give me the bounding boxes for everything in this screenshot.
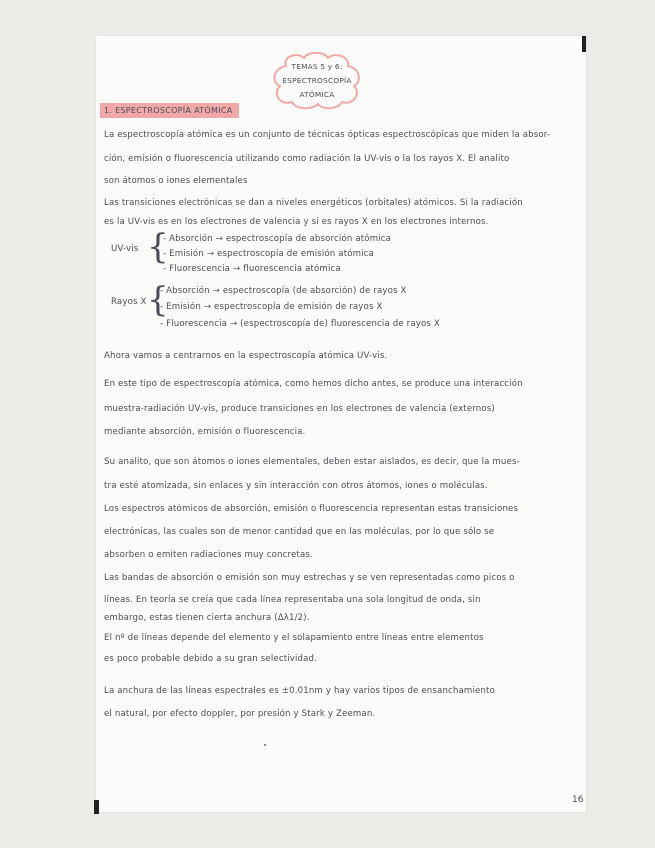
text-line: electrónicas, las cuales son de menor cantidad que en las moléculas, por lo que sólo se <box>104 527 495 537</box>
text-line: embargo, estas tienen cierta anchura (Δλ1/2). <box>104 613 310 623</box>
page-number: 16 <box>572 795 584 805</box>
ink-dot <box>264 744 266 746</box>
text-line: La anchura de las líneas espectrales es ±0.01nm y hay varios tipos de ensanchamiento <box>104 686 495 696</box>
text-line: tra esté atomizada, sin enlaces y sin interacción con otros átomos, iones o moléculas. <box>104 481 488 491</box>
brace-icon: { <box>147 227 169 267</box>
uvvis-label: UV-vis <box>111 244 139 254</box>
text-line: son átomos o iones elementales <box>104 176 248 186</box>
uvvis-item: - Emisión → espectroscopía de emisión atómica <box>163 249 374 259</box>
text-line: Ahora vamos a centrarnos en la espectroscopía atómica UV-vis. <box>104 351 388 361</box>
text-line: ción, emisión o fluorescencia utilizando como radiación la UV-vis o la los rayos X. El analito <box>104 154 510 164</box>
text-line: líneas. En teoría se creía que cada línea representaba una sola longitud de onda, sin <box>104 595 481 605</box>
text-line: Su analito, que son átomos o iones elementales, deben estar aislados, es decir, que la mues- <box>104 457 520 467</box>
text-line: el natural, por efecto doppler, por presión y Stark y Zeeman. <box>104 709 376 719</box>
section-heading: 1. ESPECTROSCOPÍA ATÓMICA <box>100 103 239 118</box>
uvvis-item: - Absorción → espectroscopía de absorción atómica <box>163 234 392 244</box>
text-line: Los espectros atómicos de absorción, emisión o fluorescencia representan estas transiciones <box>104 504 519 514</box>
rayosx-item: - Emisión → espectroscopía de emisión de rayos X <box>160 302 383 312</box>
text-line: La espectroscopía atómica es un conjunto de técnicas ópticas espectroscópicas que miden la absor- <box>104 130 551 140</box>
brace-icon: { <box>147 280 169 320</box>
title-line-2: ESPECTROSCOPÍA <box>282 76 352 85</box>
rayosx-item: - Fluorescencia → (espectroscopía de) fluorescencia de rayos X <box>160 319 440 329</box>
rayosx-item: - Absorción → espectroscopía (de absorción) de rayos X <box>160 286 407 296</box>
text-line: En este tipo de espectroscopía atómica, como hemos dicho antes, se produce una interacción <box>104 379 523 389</box>
text-line: El nº de líneas depende del elemento y el solapamiento entre líneas entre elementos <box>104 633 484 643</box>
text-line: mediante absorción, emisión o fluorescencia. <box>104 427 306 437</box>
rayosx-label: Rayos X <box>111 297 147 307</box>
title-line-1: TEMAS 5 y 6: <box>291 62 343 71</box>
text-line: es la UV-vis es en los electrones de valencia y si es rayos X en los electrones internos. <box>104 217 489 227</box>
title-cloud <box>268 52 366 110</box>
text-line: Las bandas de absorción o emisión son muy estrechas y se ven representadas como picos o <box>104 573 515 583</box>
text-line: es poco probable debido a su gran selectividad. <box>104 654 318 664</box>
text-line: absorben o emiten radiaciones muy concretas. <box>104 550 313 560</box>
uvvis-item: - Fluorescencia → fluorescencia atómica <box>163 264 341 274</box>
text-line: muestra-radiación UV-vis, produce transiciones en los electrones de valencia (externos) <box>104 404 495 414</box>
text-line: Las transiciones electrónicas se dan a niveles energéticos (orbitales) atómicos. Si la radiación <box>104 198 523 208</box>
title-line-3: ATÓMICA <box>299 90 335 99</box>
binder-edge-mark-top <box>582 36 586 52</box>
binder-edge-mark <box>94 800 99 814</box>
